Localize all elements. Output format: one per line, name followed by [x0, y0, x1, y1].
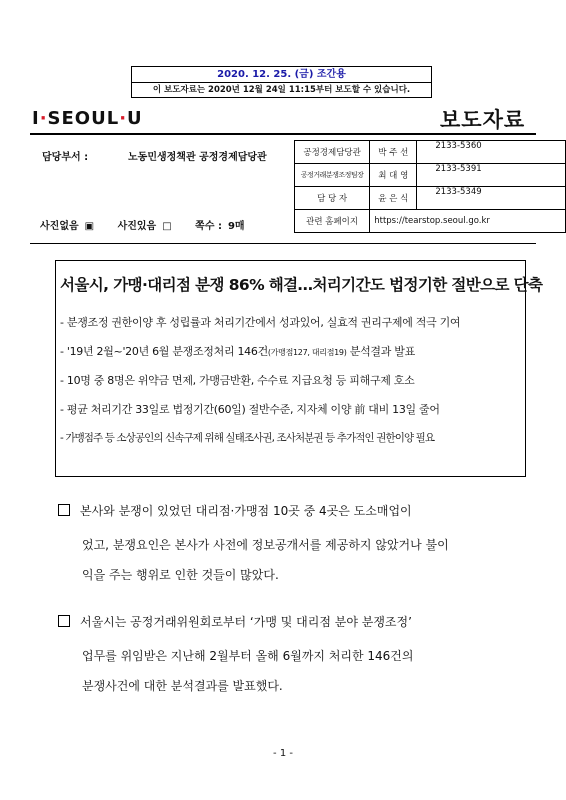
pages-value: 9매: [227, 221, 245, 232]
contact-phone: 2133-5391: [417, 164, 566, 187]
logo-part3: U: [127, 108, 143, 129]
pages-label: 쪽수 :: [195, 221, 222, 232]
page-number: - 1 -: [273, 748, 293, 759]
bullet-tail: 분석결과 발표: [346, 345, 415, 358]
header-divider: [30, 133, 536, 135]
contact-role: 공정경제담당관: [295, 141, 370, 164]
contact-row: [295, 141, 566, 164]
paragraph-text: 본사와 분쟁이 있었던 대리점·가맹점 10곳 중 4곳은 도소매업이: [80, 504, 412, 518]
body-paragraph-line: 었고, 분쟁요인은 본사가 사전에 정보공개서를 제공하지 않았거나 불이: [82, 538, 449, 552]
logo-part2: SEOUL: [47, 108, 120, 129]
summary-bullet: - 10명 중 8명은 위약금 면제, 가맹금반환, 수수료 지급요청 등 피해구제 호소: [60, 374, 415, 387]
contact-name: 박 주 선: [370, 141, 417, 164]
homepage-label: 관련 홈페이지: [295, 210, 370, 233]
body-paragraph-line: 업무를 위임받은 지난해 2월부터 올해 6월까지 처리한 146건의: [82, 649, 414, 663]
contact-row: [295, 187, 566, 210]
square-bullet-icon: [58, 504, 70, 516]
summary-bullet: - 가맹점주 등 소상공인의 신속구제 위해 실태조사권, 조사처분권 등 추가적인 권한이양 필요: [60, 432, 435, 444]
body-paragraph-line: [58, 607, 412, 637]
body-paragraph-line: 익을 주는 행위로 인한 것들이 많았다.: [82, 568, 279, 582]
embargo-notice: 이 보도자료는 2020년 12월 24일 11:15부터 보도할 수 있습니다.: [152, 85, 411, 95]
logo-dot: ·: [39, 108, 48, 129]
logo-part1: I: [32, 108, 40, 129]
logo-dot: ·: [119, 108, 128, 129]
seoul-logo: [32, 108, 143, 129]
contact-phone: 2133-5360: [417, 141, 566, 164]
contact-table: [294, 140, 566, 233]
doc-type-title: 보도자료: [440, 108, 526, 132]
contact-role: 담 당 자: [295, 187, 370, 210]
summary-bullet: - 분쟁조정 권한이양 후 성립률과 처리기간에서 성과있어, 실효적 권리구제에 적극 기여: [60, 316, 461, 329]
contact-name: 최 대 영: [370, 164, 417, 187]
contact-name: 윤 은 식: [370, 187, 417, 210]
has-photo-label: 사진있음: [117, 221, 157, 232]
embargo-date: 2020. 12. 25. (금) 조간용: [132, 67, 431, 83]
summary-bullet: [60, 343, 415, 359]
contact-row: [295, 210, 566, 233]
photo-info: [40, 217, 251, 232]
department-label: 담당부서 :: [42, 152, 89, 163]
paragraph-text: 서울시는 공정거래위원회로부터 ‘가맹 및 대리점 분야 분쟁조정’: [80, 615, 412, 629]
body-paragraph-line: [58, 496, 412, 526]
checked-box-icon: ▣: [84, 221, 95, 232]
body-paragraph-line: 분쟁사건에 대한 분석결과를 발표했다.: [82, 679, 283, 693]
homepage-link[interactable]: https://tearstop.seoul.go.kr: [370, 210, 566, 233]
bullet-note: (가맹점127, 대리점19): [267, 348, 347, 357]
square-bullet-icon: [58, 615, 70, 627]
department-name: 노동민생정책관 공정경제담당관: [128, 152, 267, 163]
no-photo-label: 사진없음: [40, 221, 79, 232]
embargo-box: [131, 66, 432, 98]
section-divider: [30, 243, 536, 244]
contact-phone: 2133-5349: [417, 187, 566, 210]
headline: 서울시, 가맹·대리점 분쟁 86% 해결…처리기간도 법정기한 절반으로 단축: [60, 276, 543, 294]
contact-row: [295, 164, 566, 187]
bullet-text: - '19년 2월~'20년 6월 분쟁조정처리 146건: [60, 345, 268, 358]
contact-role: 공정거래분쟁조정팀장: [295, 164, 370, 187]
summary-bullet: - 평균 처리기간 33일로 법정기간(60일) 절반수준, 지자체 이양 前 대비 13일 줄어: [60, 403, 440, 416]
unchecked-box-icon: □: [162, 221, 172, 232]
